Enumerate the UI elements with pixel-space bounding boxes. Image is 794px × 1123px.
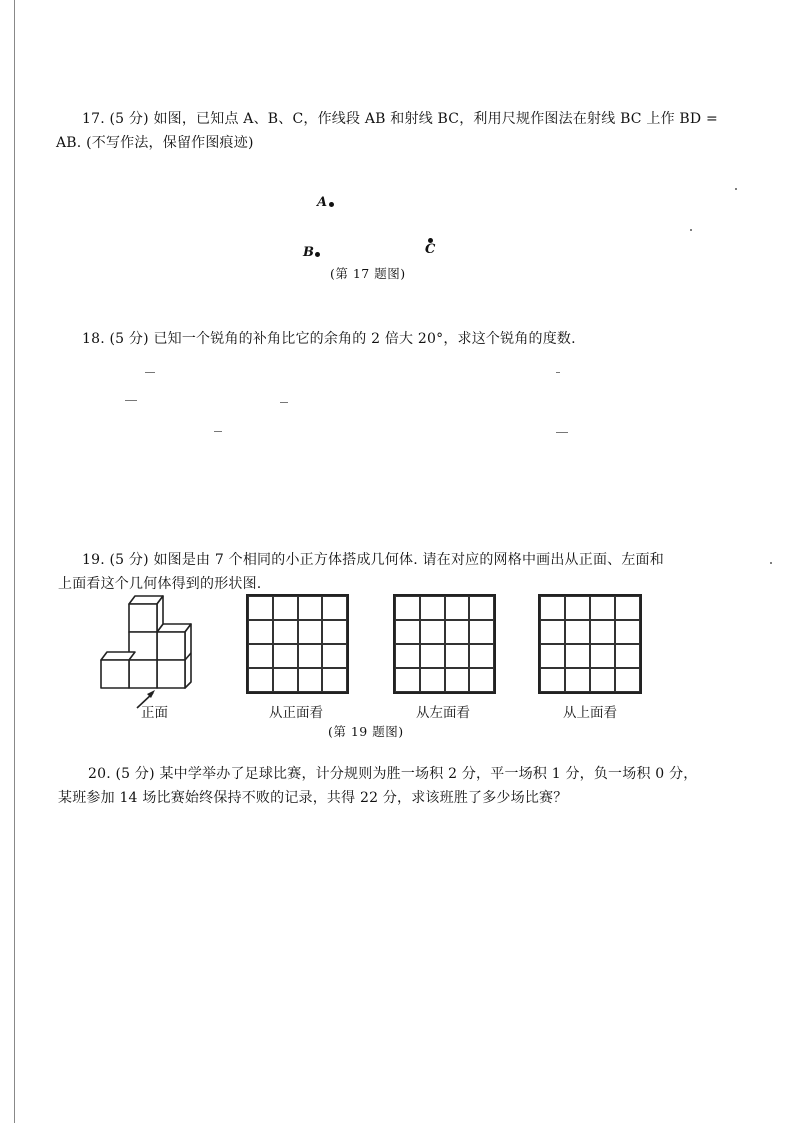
figure-19-caption: (第 19 题图) [328, 724, 404, 739]
question-19-line1: 19. (5 分) 如图是由 7 个相同的小正方体搭成几何体. 请在对应的网格中画出从正面、左面和 [82, 552, 664, 568]
answer-grid-top[interactable] [538, 594, 642, 694]
front-view-label: 正面 [141, 705, 168, 721]
page-edge [14, 0, 15, 1123]
figure-17-caption: (第 17 题图) [330, 266, 406, 281]
grid-label-left-view: 从左面看 [416, 705, 470, 721]
scan-mark [145, 372, 155, 373]
answer-grid-left[interactable] [393, 594, 496, 694]
answer-grid-front[interactable] [246, 594, 349, 694]
grid-label-front-view: 从正面看 [269, 705, 323, 721]
scan-mark [735, 188, 737, 190]
question-18-text: 18. (5 分) 已知一个锐角的补角比它的余角的 2 倍大 20°，求这个锐角的度数. [82, 331, 576, 347]
scan-mark [770, 562, 772, 564]
scan-mark [690, 229, 692, 231]
question-20-line2: 某班参加 14 场比赛始终保持不败的记录，共得 22 分，求该班胜了多少场比赛？ [58, 790, 568, 806]
question-19-line2: 上面看这个几何体得到的形状图. [58, 576, 262, 592]
question-17-line1: 17. (5 分) 如图，已知点 A、B、C，作线段 AB 和射线 BC，利用尺规作图法在射线 BC 上作 BD = [82, 111, 718, 127]
point-b-label: B [303, 245, 314, 260]
scan-mark [556, 372, 560, 373]
point-a-dot [329, 202, 334, 207]
grid-label-top-view: 从上面看 [563, 705, 617, 721]
scan-mark [214, 431, 222, 432]
question-20-line1: 20. (5 分) 某中学举办了足球比赛，计分规则为胜一场积 2 分，平一场积 1 分，负一场积 0 分， [88, 766, 698, 782]
point-b-dot [315, 252, 320, 257]
scan-mark [556, 432, 568, 433]
scan-mark [125, 400, 137, 401]
scan-mark [280, 402, 288, 403]
question-17-line2: AB. (不写作法，保留作图痕迹) [56, 135, 254, 151]
point-a-label: A [317, 195, 328, 210]
point-c-label: C [425, 242, 436, 257]
cube-stack-figure [95, 590, 205, 710]
